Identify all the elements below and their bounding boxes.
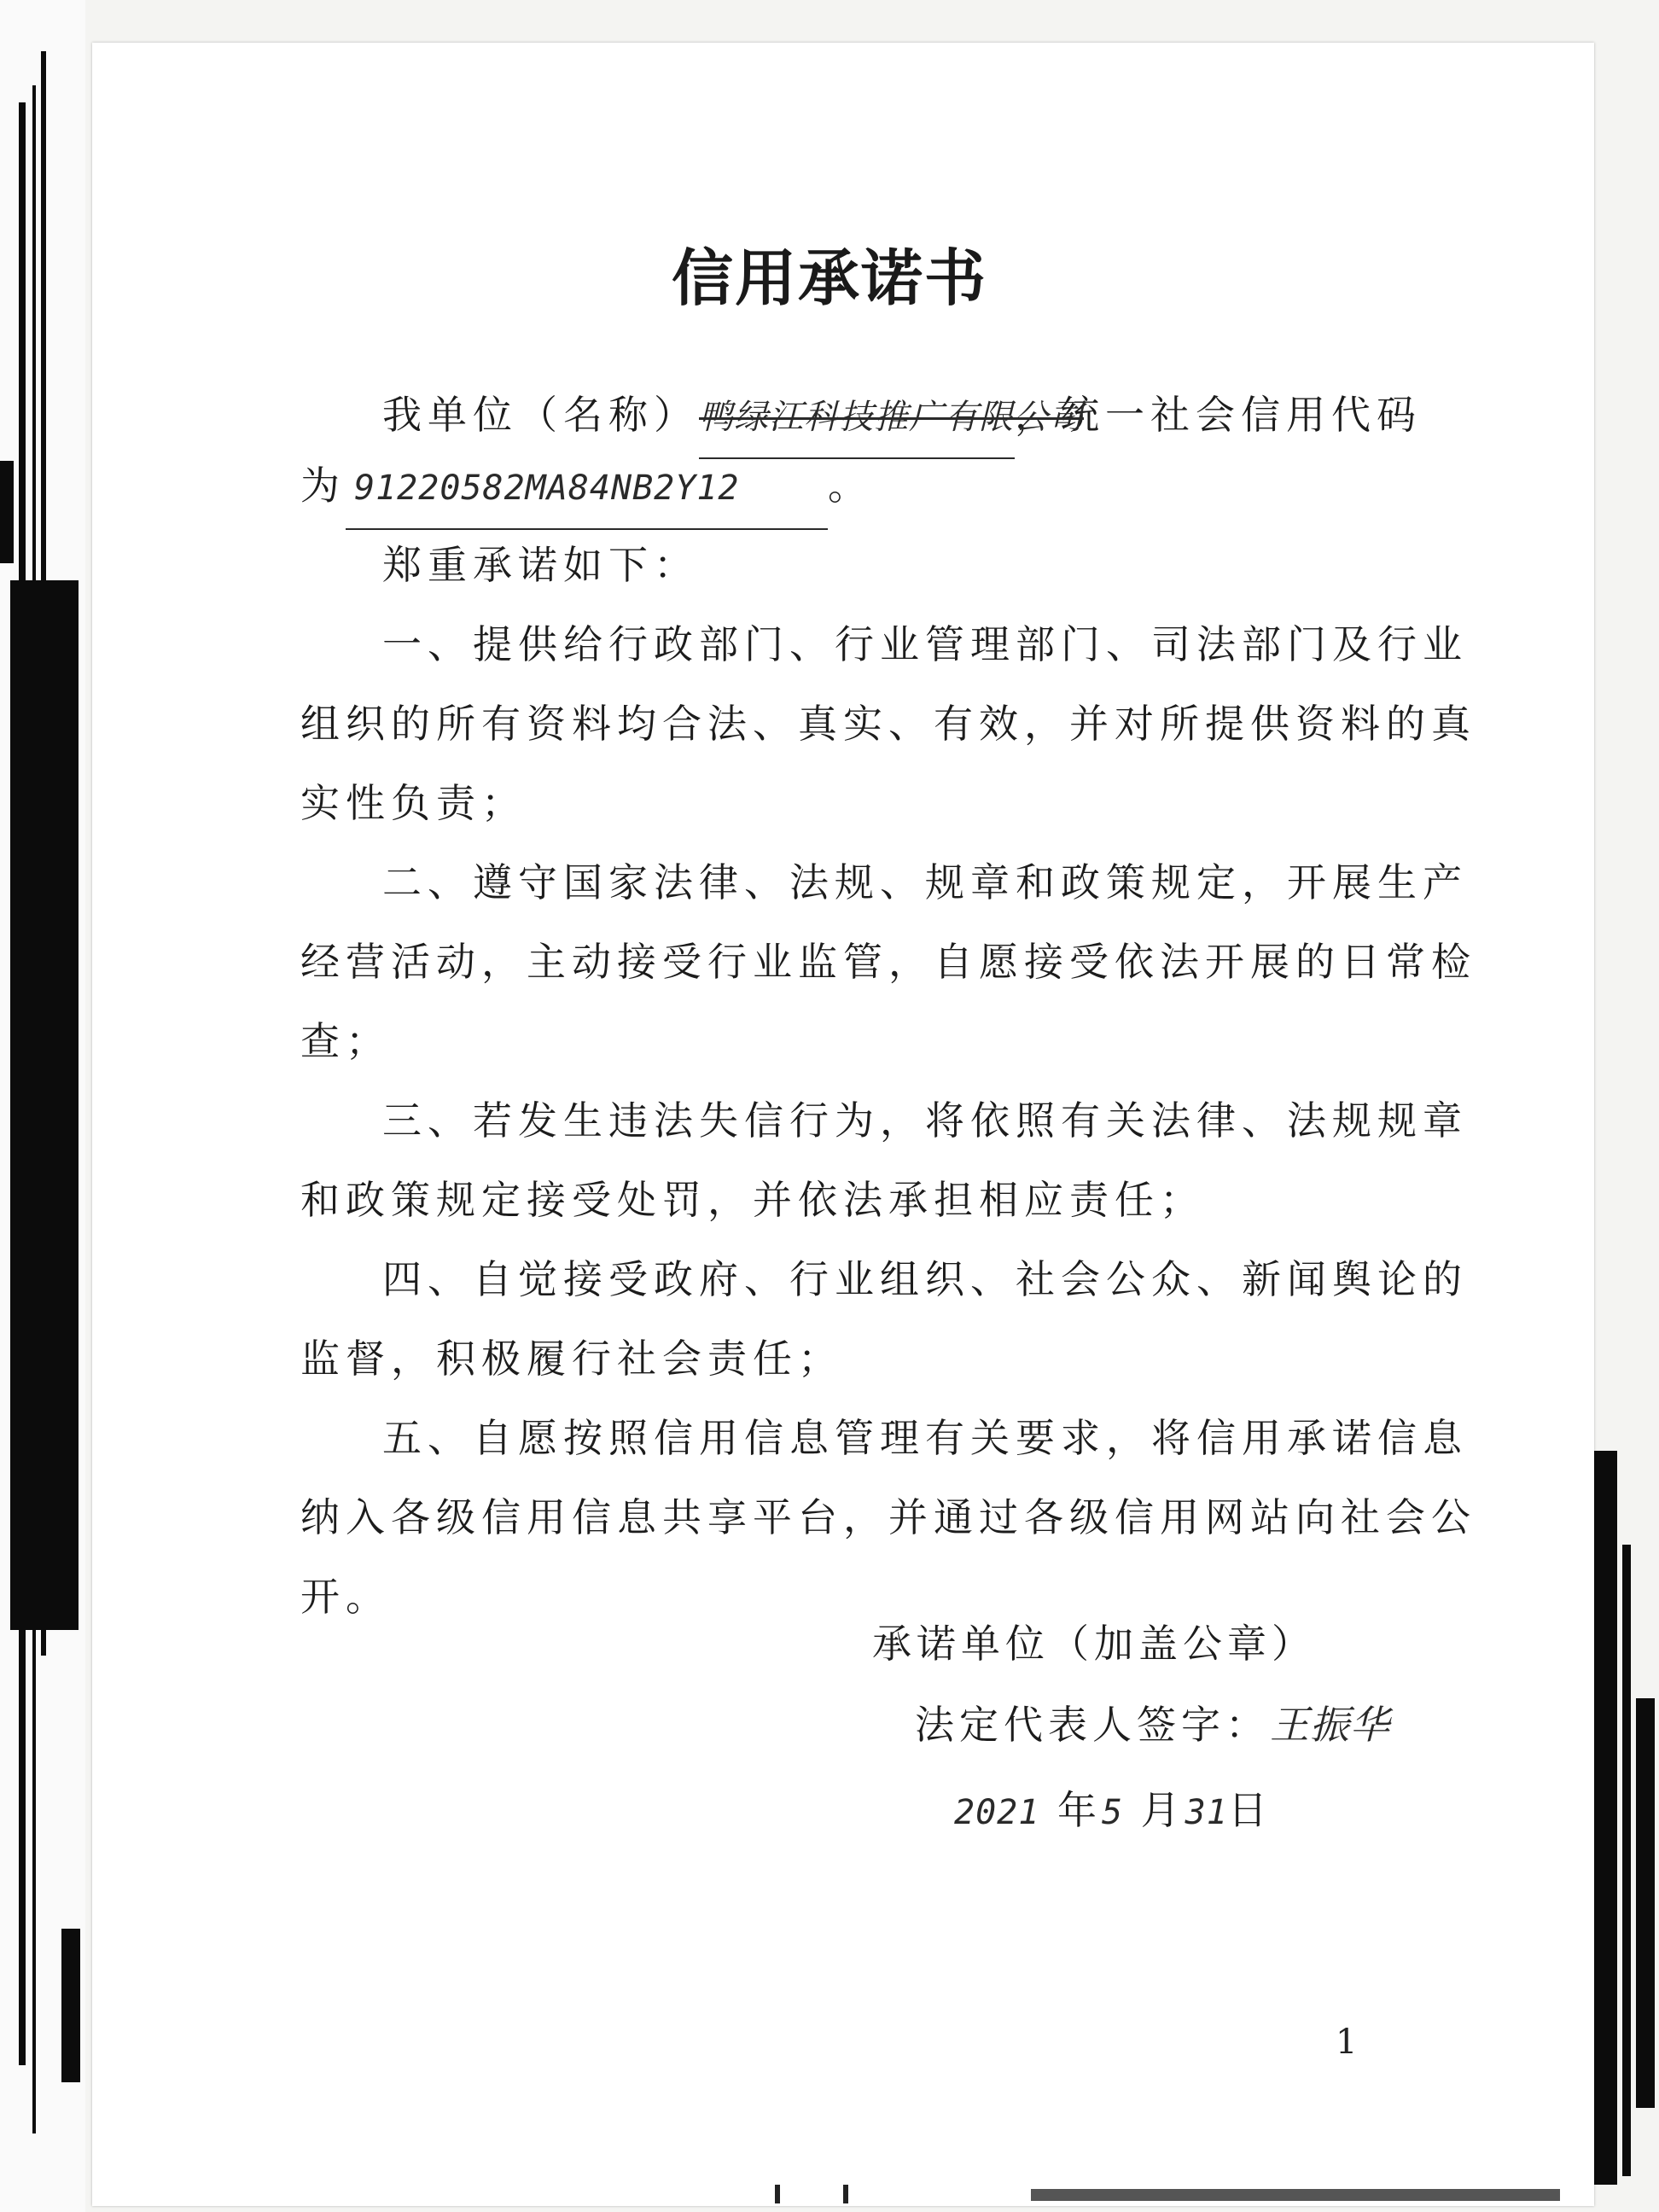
legal-rep-line xyxy=(915,1694,1390,1750)
clause-1-line: 实性负责； xyxy=(300,780,527,826)
clause-2-line: 二、遵守国家法律、法规、规章和政策规定，开展生产 xyxy=(382,859,1468,905)
signatory-unit-label: 承诺单位（加盖公章） xyxy=(872,1621,1316,1667)
clause-1-line: 一、提供给行政部门、行业管理部门、司法部门及行业 xyxy=(382,621,1468,667)
scan-artifact-bar xyxy=(1636,1698,1655,2108)
pledge-intro: 郑重承诺如下： xyxy=(382,542,699,588)
date-day-char: 日 xyxy=(1227,1787,1272,1833)
clause-3-line: 三、若发生违法失信行为，将依照有关法律、法规规章 xyxy=(382,1097,1468,1144)
code-suffix: 。 xyxy=(828,463,873,509)
clause-4-line: 四、自觉接受政府、行业组织、社会公众、新闻舆论的 xyxy=(382,1256,1468,1302)
scan-speck xyxy=(843,2185,848,2203)
clause-5-line: 五、自愿按照信用信息管理有关要求，将信用承诺信息 xyxy=(382,1415,1468,1461)
scan-artifact-block xyxy=(10,580,79,1630)
intro-suffix: ，统一社会信用代码 xyxy=(1015,392,1422,438)
scan-edge-left xyxy=(0,0,85,2212)
credit-code-handwritten: 91220582MA84NB2Y12 xyxy=(354,469,740,508)
date-day: 31 xyxy=(1185,1793,1228,1832)
date-month-char: 月 xyxy=(1140,1787,1185,1833)
page-number: 1 xyxy=(1336,2023,1358,2062)
clause-4-line: 监督，积极履行社会责任； xyxy=(300,1336,843,1382)
clause-5-line: 纳入各级信用信息共享平台，并通过各级信用网站向社会公 xyxy=(300,1494,1476,1540)
code-prefix: 为 xyxy=(300,463,346,509)
scan-artifact-bar xyxy=(0,461,14,563)
clause-2-line: 查； xyxy=(300,1018,391,1064)
document-body xyxy=(300,375,1476,1637)
legal-rep-label: 法定代表人签字： xyxy=(915,1702,1270,1748)
intro-prefix: 我单位（名称） xyxy=(382,392,699,438)
clause-5-line: 开。 xyxy=(300,1574,391,1620)
company-name-handwritten: 鸭绿江科技推广有限公司 xyxy=(699,398,1084,437)
clause-1-line: 组织的所有资料均合法、真实、有效，并对所提供资料的真 xyxy=(300,701,1476,747)
date-year: 2021 xyxy=(954,1793,1040,1832)
date-year-char: 年 xyxy=(1057,1787,1102,1833)
legal-rep-signature: 王振华 xyxy=(1270,1702,1390,1748)
document-title: 信用承诺书 xyxy=(671,242,987,314)
scan-speck xyxy=(775,2185,780,2203)
scan-artifact-bar xyxy=(1622,1545,1631,2176)
company-name-field xyxy=(699,375,1084,459)
scan-artifact-bar xyxy=(61,1929,80,2082)
clause-2-line: 经营活动，主动接受行业监管，自愿接受依法开展的日常检 xyxy=(300,939,1476,985)
scan-speck xyxy=(1031,2189,1560,2201)
intro-line xyxy=(300,375,1422,455)
date-line xyxy=(954,1779,1272,1836)
date-month: 5 xyxy=(1101,1793,1124,1832)
clause-3-line: 和政策规定接受处罚，并依法承担相应责任； xyxy=(300,1177,1205,1223)
